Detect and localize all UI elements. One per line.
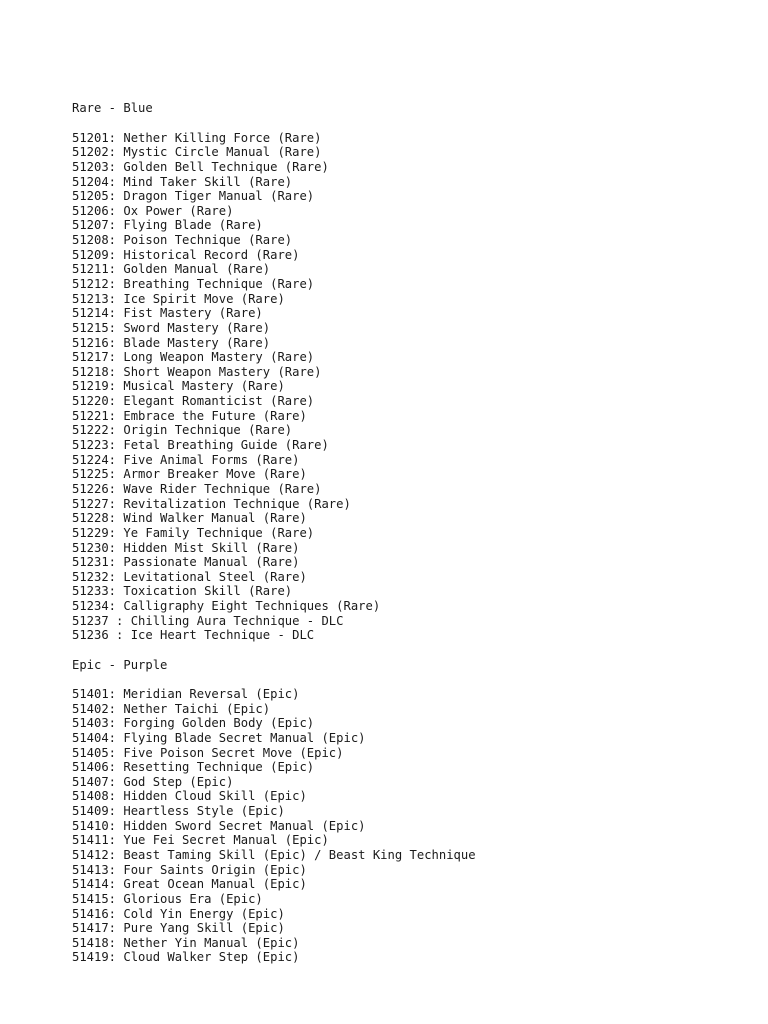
list-item: 51207: Flying Blade (Rare) bbox=[72, 218, 263, 233]
list-item: 51409: Heartless Style (Epic) bbox=[72, 804, 285, 819]
list-item: 51418: Nether Yin Manual (Epic) bbox=[72, 935, 300, 950]
list-item: 51405: Five Poison Secret Move (Epic) bbox=[72, 745, 344, 760]
list-item: 51403: Forging Golden Body (Epic) bbox=[72, 716, 315, 731]
list-item: 51209: Historical Record (Rare) bbox=[72, 247, 300, 262]
list-item: 51201: Nether Killing Force (Rare) bbox=[72, 130, 322, 145]
list-item: 51232: Levitational Steel (Rare) bbox=[72, 569, 307, 584]
list-item: 51417: Pure Yang Skill (Epic) bbox=[72, 921, 285, 936]
list-item: 51222: Origin Technique (Rare) bbox=[72, 423, 293, 438]
list-item: 51412: Beast Taming Skill (Epic) / Beast King Technique bbox=[72, 847, 476, 862]
list-item: 51230: Hidden Mist Skill (Rare) bbox=[72, 540, 300, 555]
list-item: 51233: Toxication Skill (Rare) bbox=[72, 584, 293, 599]
list-item: 51415: Glorious Era (Epic) bbox=[72, 891, 263, 906]
blank-line bbox=[72, 672, 752, 687]
section-list bbox=[72, 101, 752, 965]
list-item: 51225: Armor Breaker Move (Rare) bbox=[72, 467, 307, 482]
list-item: 51217: Long Weapon Mastery (Rare) bbox=[72, 350, 315, 365]
blank-line bbox=[72, 643, 752, 658]
list-item: 51204: Mind Taker Skill (Rare) bbox=[72, 174, 293, 189]
list-item: 51416: Cold Yin Energy (Epic) bbox=[72, 906, 285, 921]
list-item: 51219: Musical Mastery (Rare) bbox=[72, 379, 285, 394]
list-item: 51212: Breathing Technique (Rare) bbox=[72, 277, 315, 291]
list-item: 51401: Meridian Reversal (Epic) bbox=[72, 686, 300, 701]
list-item: 51216: Blade Mastery (Rare) bbox=[72, 335, 271, 350]
list-item: 51223: Fetal Breathing Guide (Rare) bbox=[72, 438, 329, 453]
blank-line bbox=[72, 116, 752, 131]
list-item: 51227: Revitalization Technique (Rare) bbox=[72, 496, 351, 511]
list-item: 51404: Flying Blade Secret Manual (Epic) bbox=[72, 730, 366, 745]
list-item: 51236 : Ice Heart Technique - DLC bbox=[72, 628, 315, 643]
list-item: 51224: Five Animal Forms (Rare) bbox=[72, 452, 300, 467]
list-item: 51221: Embrace the Future (Rare) bbox=[72, 408, 307, 423]
list-item: 51229: Ye Family Technique (Rare) bbox=[72, 525, 315, 540]
list-item: 51237 : Chilling Aura Technique - DLC bbox=[72, 613, 344, 628]
section bbox=[72, 658, 752, 965]
list-item: 51414: Great Ocean Manual (Epic) bbox=[72, 877, 307, 892]
section bbox=[72, 101, 752, 657]
list-item: 51406: Resetting Technique (Epic) bbox=[72, 760, 315, 775]
list-item: 51218: Short Weapon Mastery (Rare) bbox=[72, 364, 322, 379]
list-item: 51203: Golden Bell Technique (Rare) bbox=[72, 159, 329, 174]
section-heading: Epic - Purple bbox=[72, 657, 168, 672]
list-item: 51202: Mystic Circle Manual (Rare) bbox=[72, 145, 322, 160]
list-item: 51213: Ice Spirit Move (Rare) bbox=[72, 291, 285, 306]
list-item: 51228: Wind Walker Manual (Rare) bbox=[72, 511, 307, 526]
list-item: 51211: Golden Manual (Rare) bbox=[72, 262, 271, 277]
list-item: 51411: Yue Fei Secret Manual (Epic) bbox=[72, 833, 329, 848]
list-item: 51234: Calligraphy Eight Techniques (Rare) bbox=[72, 599, 381, 614]
list-item: 51220: Elegant Romanticist (Rare) bbox=[72, 394, 315, 409]
section-heading: Rare - Blue bbox=[72, 101, 153, 116]
list-item: 51206: Ox Power (Rare) bbox=[72, 203, 234, 218]
list-item: 51231: Passionate Manual (Rare) bbox=[72, 555, 300, 570]
list-item: 51410: Hidden Sword Secret Manual (Epic) bbox=[72, 818, 366, 833]
document-body bbox=[72, 72, 752, 980]
list-item: 51407: God Step (Epic) bbox=[72, 774, 234, 789]
list-item: 51413: Four Saints Origin (Epic) bbox=[72, 862, 307, 877]
list-item: 51419: Cloud Walker Step (Epic) bbox=[72, 950, 300, 965]
list-item: 51226: Wave Rider Technique (Rare) bbox=[72, 481, 322, 496]
list-item: 51408: Hidden Cloud Skill (Epic) bbox=[72, 789, 307, 804]
list-item: 51215: Sword Mastery (Rare) bbox=[72, 320, 271, 335]
list-item: 51208: Poison Technique (Rare) bbox=[72, 233, 293, 248]
list-item: 51402: Nether Taichi (Epic) bbox=[72, 701, 271, 716]
list-item: 51214: Fist Mastery (Rare) bbox=[72, 306, 263, 321]
list-item: 51205: Dragon Tiger Manual (Rare) bbox=[72, 189, 315, 204]
